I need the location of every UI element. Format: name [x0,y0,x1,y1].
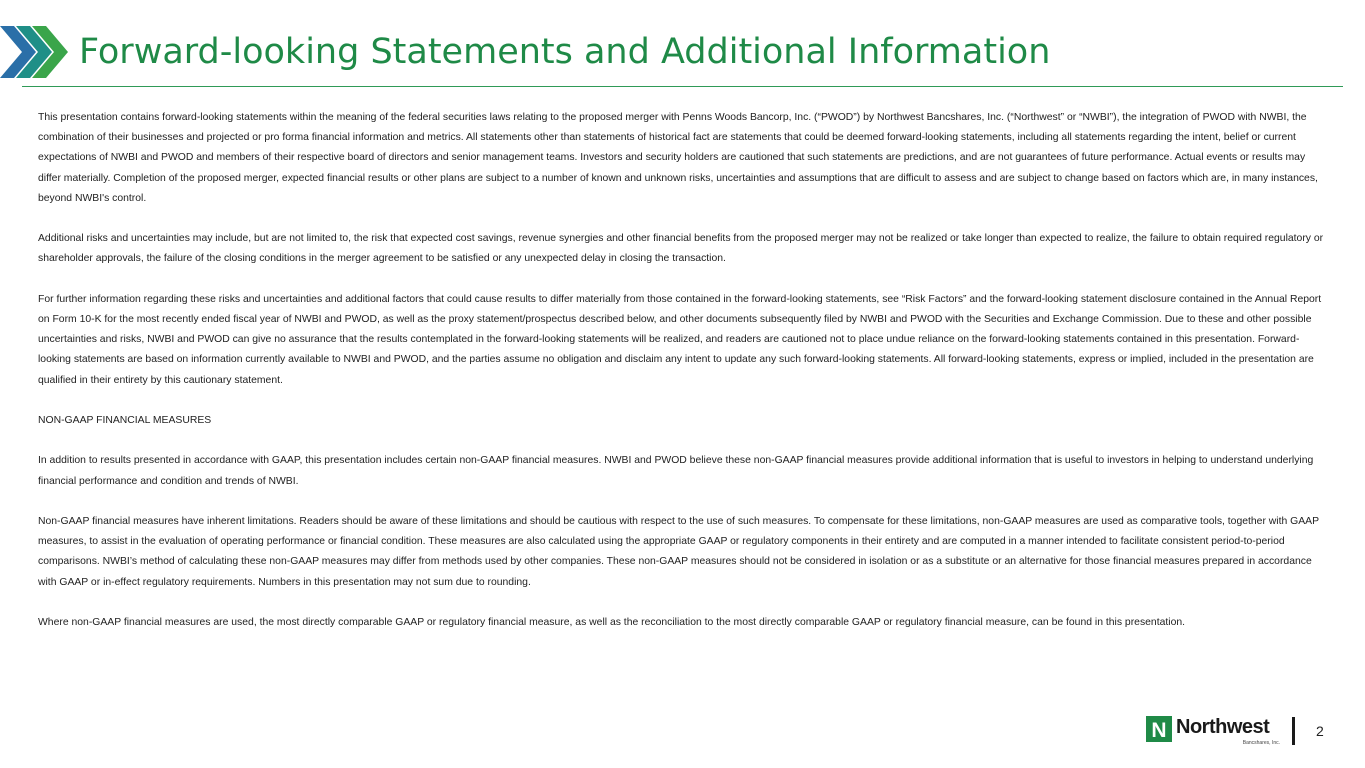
further-information-paragraph: For further information regarding these risks and uncertainties and additional factors that could cause results to differ materially from those contained in the forward-looking statements, see “Risk Factors” and the forward-looking statement disclosure contained in the Annual Report on Form 10-K for the most recently ended fiscal year of NWBI and PWOD, as well as the proxy statement/prospectus described below, and other documents subsequently filed by NWBI and PWOD with the Securities and Exchange Commission. Due to these and other possible uncertainties and risks, NWBI and PWOD can give no assurance that the results contemplated in the forward-looking statements will be realized, and readers are cautioned not to place undue reliance on the forward-looking statements contained in this presentation. Forward-looking statements are based on information currently available to NWBI and PWOD, and the parties assume no obligation and disclaim any intent to update any such forward-looking statements. All forward-looking statements, express or implied, included in the presentation are qualified in their entirety by this cautionary statement. [38,293,1322,386]
non-gaap-heading: NON-GAAP FINANCIAL MEASURES [38,415,212,426]
non-gaap-limitations-paragraph: Non-GAAP financial measures have inherent limitations. Readers should be aware of these limitations and should be cautious with respect to the use of such measures. To compensate for these limitations, non-GAAP measures are used as comparative tools, together with GAAP measures, to assist in the evaluation of operating performance or financial condition. These measures are also calculated using the appropriate GAAP or regulatory components in their entirety and are computed in a manner intended to facilitate consistent period-to-period comparisons. NWBI’s method of calculating these non-GAAP measures may differ from methods used by other companies. These non-GAAP measures should not be considered in isolation or as a substitute or an alternative for those financial measures prepared in accordance with GAAP or in-effect regulatory requirements. Numbers in this presentation may not sum due to rounding. [38,515,1319,588]
non-gaap-intro-paragraph: In addition to results presented in accordance with GAAP, this presentation includes certain non-GAAP financial measures. NWBI and PWOD believe these non-GAAP financial measures provide additional information that is useful to investors in helping to understand underlying financial performance and condition and trends of NWBI. [38,455,1314,487]
slide-title: Forward-looking Statements and Additional Information [79,32,1051,72]
non-gaap-reconciliation-paragraph: Where non-GAAP financial measures are used, the most directly comparable GAAP or regulatory financial measure, as well as the reconciliation to the most directly comparable GAAP or regulatory financial measure, can be found in this presentation. [38,616,1186,628]
logo-mark: N [1151,719,1167,742]
additional-risks-paragraph: Additional risks and uncertainties may include, but are not limited to, the risk that expected cost savings, revenue synergies and other financial benefits from the proposed merger may not be realized or take longer than expected to realize, the failure to obtain required regulatory or shareholder approvals, the failure of the closing conditions in the merger agreement to be satisfied or any unexpected delay in closing the transaction. [38,233,1324,265]
forward-looking-paragraph: This presentation contains forward-looking statements within the meaning of the federal securities laws relating to the proposed merger with Penns Woods Bancorp, Inc. (“PWOD”) by Northwest Bancshares, Inc. (“Northwest” or “NWBI”), the integration of PWOD with NWBI, the combination of their businesses and projected or pro forma financial information and metrics. All statements other than statements of historical fact are statements that could be deemed forward-looking statements, including all statements regarding the intent, belief or current expectations of NWBI and PWOD and members of their respective board of directors and senior management teams. Investors and security holders are cautioned that such statements are predictions, and are not guarantees of future performance. Actual events or results may differ materially. Completion of the proposed merger, expected financial results or other plans are subject to a number of known and unknown risks, uncertainties and assumptions that are difficult to assess and are subject to change based on factors which are, in many instances, beyond NWBI's control. [38,112,1318,204]
page-number: 2 [1316,723,1324,739]
chevron-arrows-icon [0,22,70,82]
disclaimer-body [38,108,1328,653]
logo-wordmark: Northwest [1176,716,1270,738]
title-divider [22,86,1343,87]
page-number-divider [1292,717,1295,745]
logo-subtitle: Bancshares, Inc. [1242,740,1280,746]
northwest-n-icon [1146,716,1172,742]
northwest-logo [1146,716,1286,748]
